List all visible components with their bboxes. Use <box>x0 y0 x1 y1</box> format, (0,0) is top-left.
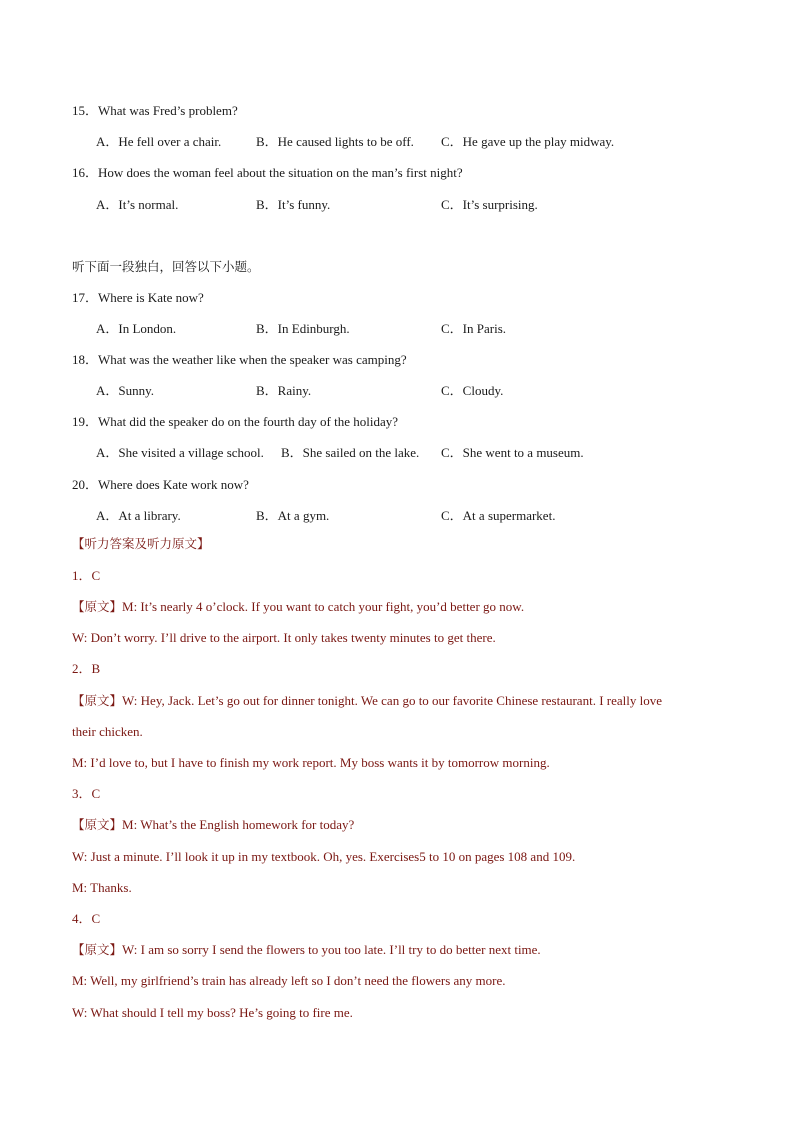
question-20-option-b: B．At a gym. <box>256 508 330 523</box>
question-17-option-b: B．In Edinburgh. <box>256 321 350 336</box>
answer-2-line-3: M: I’d love to, but I have to finish my work report. My boss wants it by tomorrow morning. <box>72 755 550 770</box>
answer-4-line-1: 【原文】W: I am so sorry I send the flowers to you too late. I’ll try to do better next time. <box>72 942 541 957</box>
answer-2-line-1: 【原文】W: Hey, Jack. Let’s go out for dinner tonight. We can go to our favorite Chinese restaurant. I really love <box>72 693 662 708</box>
question-16-option-a: A．It’s normal. <box>96 197 179 212</box>
question-18-option-a: A．Sunny. <box>96 383 155 398</box>
question-17-option-c: C．In Paris. <box>441 321 507 336</box>
question-18-option-c: C．Cloudy. <box>441 383 504 398</box>
question-19-option-c: C．She went to a museum. <box>441 445 584 460</box>
question-20-option-a: A．At a library. <box>96 508 181 523</box>
transcript-label: 【原文】 <box>72 599 123 614</box>
question-16-option-c: C．It’s surprising. <box>441 197 538 212</box>
question-19-stem: 19．What did the speaker do on the fourth day of the holiday? <box>72 414 398 429</box>
transcript-label: 【原文】 <box>72 817 123 832</box>
question-20-stem: 20．Where does Kate work now? <box>72 477 249 492</box>
question-18-stem: 18．What was the weather like when the speaker was camping? <box>72 352 407 367</box>
question-15-option-b: B．He caused lights to be off. <box>256 134 414 149</box>
answer-4-line-3: W: What should I tell my boss? He’s going to fire me. <box>72 1005 353 1020</box>
answer-2-number: 2．B <box>72 661 101 676</box>
answer-3-number: 3．C <box>72 786 101 801</box>
question-18-option-b: B．Rainy. <box>256 383 312 398</box>
question-15-stem: 15．What was Fred’s problem? <box>72 103 238 118</box>
question-19-option-a: A．She visited a village school. <box>96 445 264 460</box>
section-instruction: 听下面一段独白，回答以下小题。 <box>72 259 260 274</box>
question-17-stem: 17．Where is Kate now? <box>72 290 204 305</box>
answer-1-line-2: W: Don’t worry. I’ll drive to the airport. It only takes twenty minutes to get there. <box>72 630 496 645</box>
question-20-option-c: C．At a supermarket. <box>441 508 556 523</box>
answer-1-number: 1．C <box>72 568 101 583</box>
answers-heading: 【听力答案及听力原文】 <box>72 536 210 551</box>
answer-3-line-3: M: Thanks. <box>72 880 132 895</box>
answer-4-number: 4．C <box>72 911 101 926</box>
question-19-option-b: B．She sailed on the lake. <box>281 445 420 460</box>
answer-3-line-1: 【原文】M: What’s the English homework for today? <box>72 817 355 832</box>
question-15-option-c: C．He gave up the play midway. <box>441 134 615 149</box>
question-16-stem: 16．How does the woman feel about the situation on the man’s first night? <box>72 165 463 180</box>
answer-4-line-2: M: Well, my girlfriend’s train has already left so I don’t need the flowers any more. <box>72 973 506 988</box>
answer-3-line-2: W: Just a minute. I’ll look it up in my textbook. Oh, yes. Exercises5 to 10 on pages 108 and 109. <box>72 849 576 864</box>
answer-1-line-1: 【原文】M: It’s nearly 4 o’clock. If you want to catch your fight, you’d better go now. <box>72 599 525 614</box>
answer-2-line-2: their chicken. <box>72 724 143 739</box>
question-16-option-b: B．It’s funny. <box>256 197 331 212</box>
transcript-label: 【原文】 <box>72 942 123 957</box>
question-15-option-a: A．He fell over a chair. <box>96 134 222 149</box>
transcript-label: 【原文】 <box>72 693 123 708</box>
question-17-option-a: A．In London. <box>96 321 177 336</box>
